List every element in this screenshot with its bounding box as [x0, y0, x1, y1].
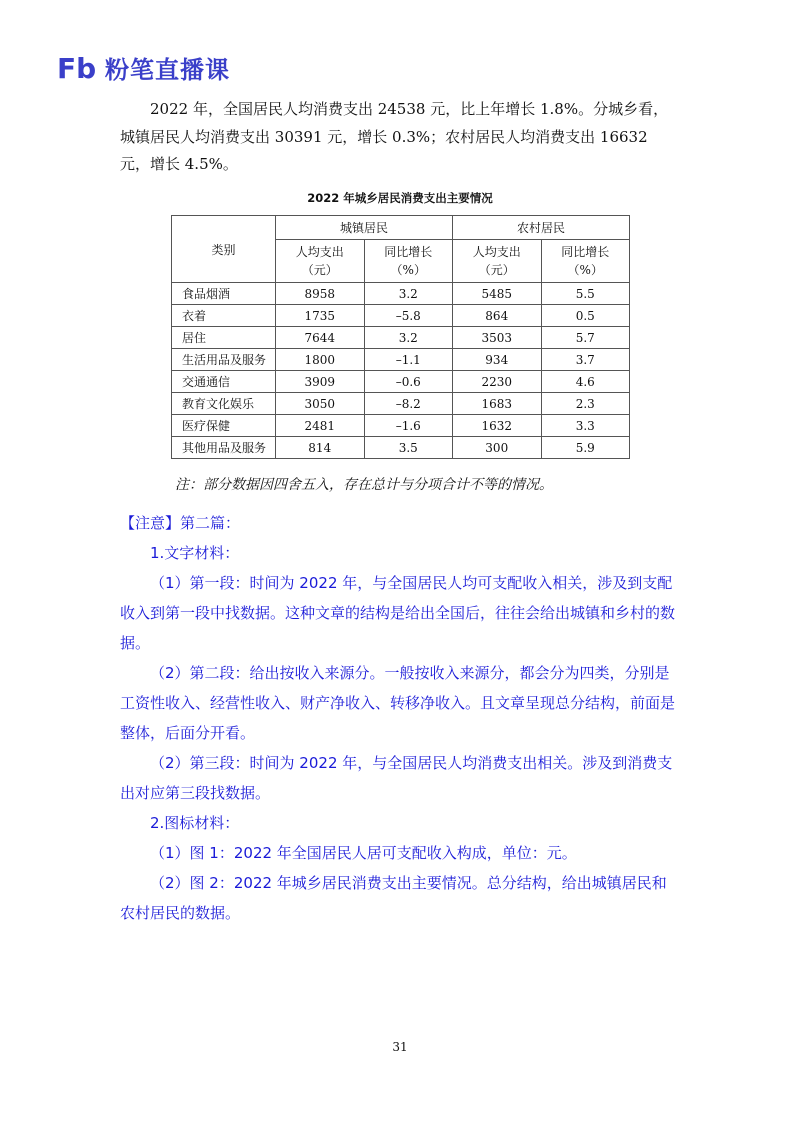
- header-urban-growth: 同比增长 （%）: [364, 240, 453, 283]
- table-row: 教育文化娱乐 3050 –8.2 1683 2.3: [172, 393, 630, 415]
- annotation-chart-1: （1）图 1：2022 年全国居民人居可支配收入构成，单位：元。: [150, 844, 577, 862]
- annotation-chart-materials: 2.图标材料：: [150, 814, 240, 832]
- annotation-text-materials: 1.文字材料：: [150, 544, 240, 562]
- header-category: 类别: [172, 216, 276, 283]
- intro-paragraph: 2022 年，全国居民人均消费支出 24538 元，比上年增长 1.8%。分城乡看，城镇居民人均消费支出 30391 元，增长 0.3%；农村居民人均消费支出 16632 元，增长 4.5%。: [120, 100, 669, 173]
- table-row: 衣着 1735 –5.8 864 0.5: [172, 305, 630, 327]
- table-footnote: 注：部分数据因四舍五入，存在总计与分项合计不等的情况。: [175, 477, 553, 493]
- header-rural-growth: 同比增长 （%）: [541, 240, 630, 283]
- table-row: 食品烟酒 8958 3.2 5485 5.5: [172, 283, 630, 305]
- svg-text:Fb: Fb: [57, 52, 97, 83]
- consumption-table: [171, 215, 630, 459]
- brand-name: 粉笔直播课: [105, 56, 230, 84]
- table-row: 医疗保健 2481 –1.6 1632 3.3: [172, 415, 630, 437]
- annotation-para-1: （1）第一段：时间为 2022 年，与全国居民人均可支配收入相关，涉及到支配收入到第一段中找数据。这种文章的结构是给出全国后，往往会给出城镇和乡村的数据。: [120, 574, 676, 652]
- annotation-chart-2: （2）图 2：2022 年城乡居民消费支出主要情况。总分结构，给出城镇居民和农村居民的数据。: [120, 874, 667, 922]
- table-row: 生活用品及服务 1800 –1.1 934 3.7: [172, 349, 630, 371]
- annotation-heading: 【注意】第二篇：: [120, 514, 241, 532]
- table-caption: 2022 年城乡居民消费支出主要情况: [307, 191, 493, 205]
- annotation-para-2: （2）第二段：给出按收入来源分。一般按收入来源分，都会分为四类，分别是工资性收入、经营性收入、财产净收入、转移净收入。且文章呈现总分结构，前面是整体，后面分开看。: [120, 664, 676, 742]
- annotation-block: [120, 508, 680, 928]
- table-row: 居住 7644 3.2 3503 5.7: [172, 327, 630, 349]
- table-row: 其他用品及服务 814 3.5 300 5.9: [172, 437, 630, 459]
- header-urban: 城镇居民: [276, 216, 453, 240]
- fb-logo-icon: [57, 53, 97, 83]
- header-rural-spend: 人均支出 （元）: [453, 240, 542, 283]
- header-urban-spend: 人均支出 （元）: [276, 240, 365, 283]
- header-rural: 农村居民: [453, 216, 630, 240]
- page-number: 31: [392, 1040, 408, 1054]
- table-row: 交通通信 3909 –0.6 2230 4.6: [172, 371, 630, 393]
- brand-logo: [57, 50, 230, 85]
- annotation-para-3: （2）第三段：时间为 2022 年，与全国居民人均消费支出相关。涉及到消费支出对应第三段找数据。: [120, 754, 673, 802]
